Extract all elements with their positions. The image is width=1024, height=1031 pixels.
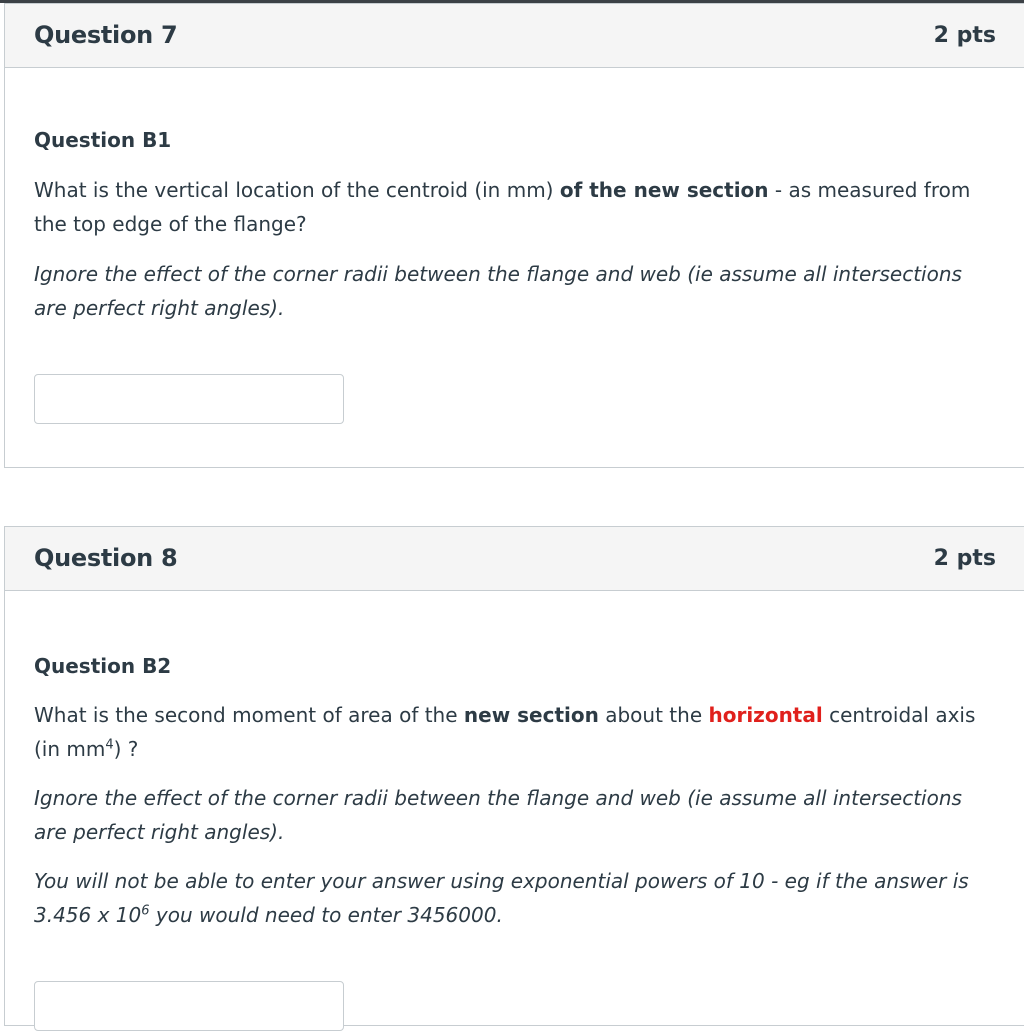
question-7-subtitle: Question B1 xyxy=(34,128,172,152)
question-7-answer-input[interactable] xyxy=(34,374,344,424)
prompt-text: What is the second moment of area of the xyxy=(34,703,464,727)
prompt-text: centroidal axis (in mm xyxy=(34,703,976,761)
prompt-bold-text: of the new section xyxy=(559,178,769,202)
note-text: you would need to enter 3456000. xyxy=(149,903,503,927)
question-8-prompt xyxy=(34,698,994,766)
question-7-prompt xyxy=(34,173,994,241)
question-7-card xyxy=(4,3,1024,468)
question-8-subtitle: Question B2 xyxy=(34,654,172,678)
note-text: You will not be able to enter your answer using exponential powers of 10 - eg if the answer is 3.456 x 10 xyxy=(34,869,969,927)
prompt-red-text: horizontal xyxy=(708,703,823,727)
question-7-note: Ignore the effect of the corner radii between the flange and web (ie assume all intersections are perfect right angles). xyxy=(34,262,962,320)
question-8-answer-input[interactable] xyxy=(34,981,344,1031)
prompt-text: What is the vertical location of the centroid (in mm) xyxy=(34,178,560,202)
question-8-header xyxy=(5,527,1024,591)
prompt-text: - as measured from the top edge of the flange? xyxy=(34,178,971,236)
question-8-card xyxy=(4,526,1024,1026)
question-7-title: Question 7 xyxy=(34,21,178,49)
note-superscript: 6 xyxy=(141,903,150,919)
prompt-bold-text: new section xyxy=(463,703,599,727)
question-8-points: 2 pts xyxy=(933,546,996,571)
question-8-note: Ignore the effect of the corner radii between the flange and web (ie assume all intersections are perfect right angles). xyxy=(34,786,962,844)
prompt-text: about the xyxy=(598,703,709,727)
prompt-text: ) ? xyxy=(113,737,139,761)
question-8-title: Question 8 xyxy=(34,544,178,572)
question-7-header xyxy=(5,4,1024,68)
question-8-note-exponent xyxy=(34,864,994,932)
prompt-superscript: 4 xyxy=(105,737,114,753)
question-7-points: 2 pts xyxy=(933,23,996,48)
